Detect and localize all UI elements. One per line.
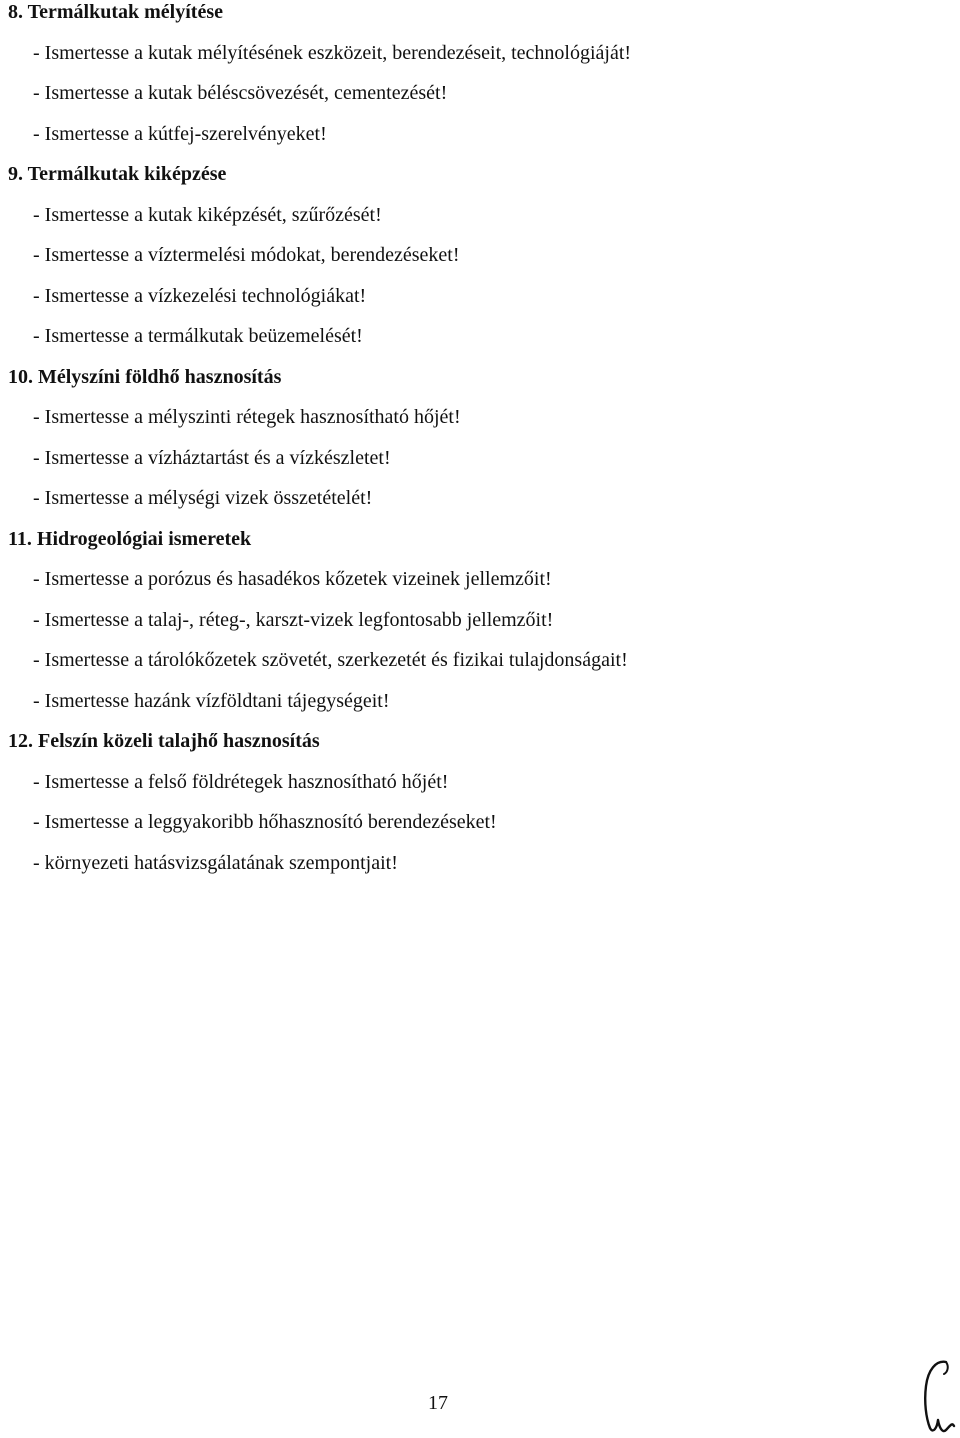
list-item: - Ismertesse a vízháztartást és a vízkészletet! <box>33 446 391 469</box>
list-item: - Ismertesse a víztermelési módokat, berendezéseket! <box>33 244 460 266</box>
section-heading: 8. Termálkutak mélyítése <box>8 1 223 23</box>
list-item: - Ismertesse hazánk vízföldtani tájegységeit! <box>33 689 390 712</box>
section-heading: 11. Hidrogeológiai ismeretek <box>8 527 252 550</box>
section-heading: 12. Felszín közeli talajhő hasznosítás <box>8 730 320 752</box>
list-item: - Ismertesse a felső földrétegek hasznosítható hőjét! <box>33 770 449 793</box>
list-item: - Ismertesse a talaj-, réteg-, karszt-vizek legfontosabb jellemzőit! <box>33 608 554 631</box>
list-item: - Ismertesse a kutak mélyítésének eszközeit, berendezéseit, technológiáját! <box>33 41 632 64</box>
list-item: - Ismertesse a kútfej-szerelvényeket! <box>33 122 327 145</box>
signature-icon <box>916 1356 960 1438</box>
list-item: - Ismertesse a kutak kiképzését, szűrőzését! <box>33 203 382 226</box>
list-item: - Ismertesse a vízkezelési technológiákat! <box>33 284 367 307</box>
section-heading: 10. Mélyszíni földhő hasznosítás <box>8 365 282 388</box>
list-item: - Ismertesse a termálkutak beüzemelését! <box>33 325 363 347</box>
list-item: - Ismertesse a mélyszinti rétegek hasznosítható hőjét! <box>33 406 461 428</box>
list-item: - környezeti hatásvizsgálatának szempontjait! <box>33 851 398 874</box>
page-number: 17 <box>428 1392 448 1414</box>
list-item: - Ismertesse a mélységi vizek összetételét! <box>33 487 373 509</box>
list-item: - Ismertesse a kutak béléscsövezését, cementezését! <box>33 82 448 104</box>
document-body <box>8 0 948 891</box>
list-item: - Ismertesse a leggyakoribb hőhasznosító berendezéseket! <box>33 811 497 833</box>
list-item: - Ismertesse a porózus és hasadékos kőzetek vizeinek jellemzőit! <box>33 568 552 590</box>
section-heading: 9. Termálkutak kiképzése <box>8 163 227 185</box>
list-item: - Ismertesse a tárolókőzetek szövetét, szerkezetét és fizikai tulajdonságait! <box>33 649 628 671</box>
